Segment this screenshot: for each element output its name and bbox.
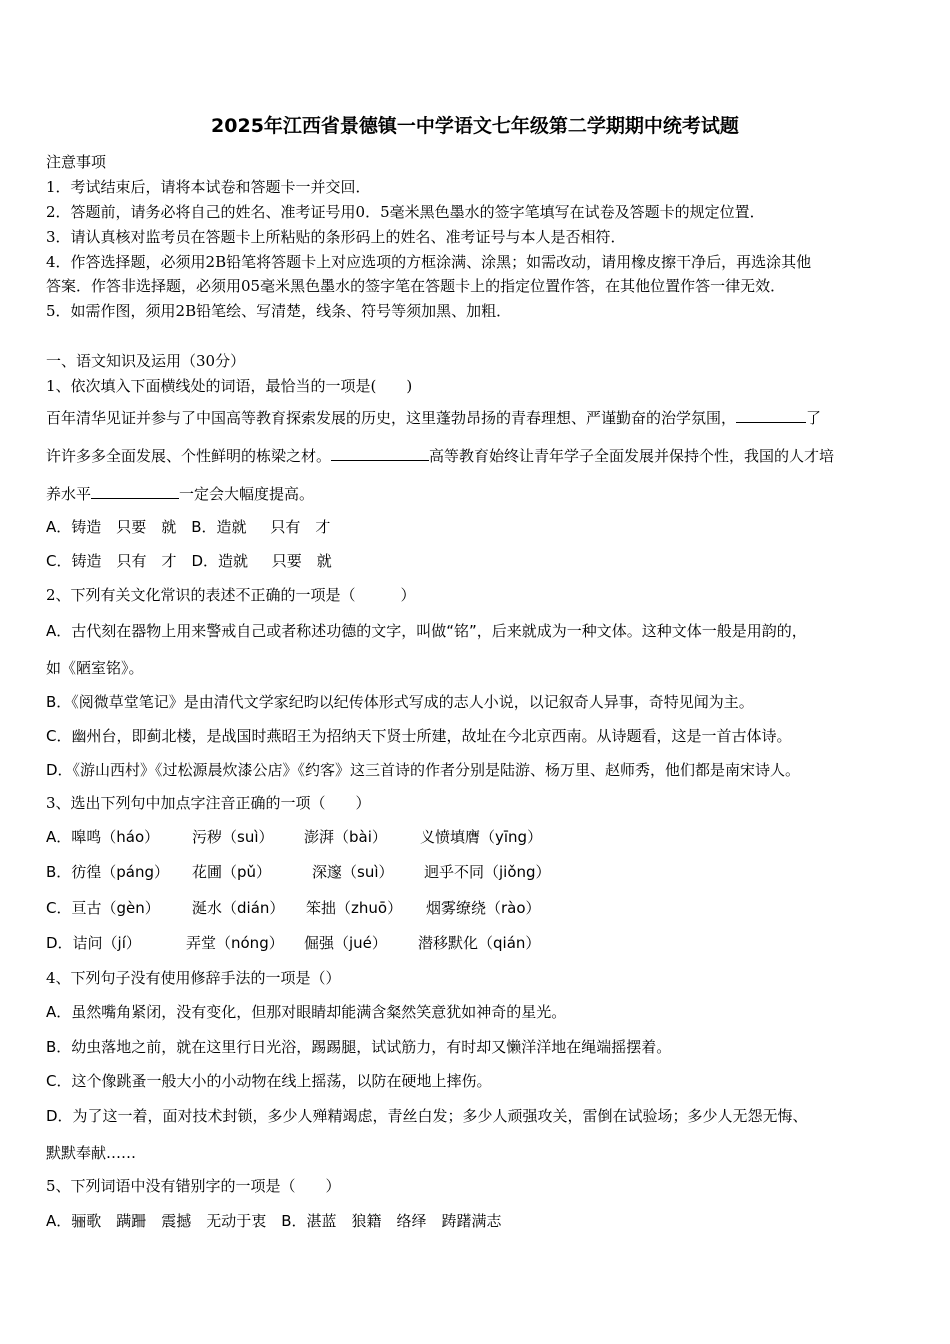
option-item: 弄堂（nóng） xyxy=(186,934,284,952)
notice-item: 5．如需作图，须用2B铅笔绘、写清楚，线条、符号等须加黑、加粗． xyxy=(46,302,512,320)
passage-text: 百年清华见证并参与了中国高等教育探索发展的历史，这里蓬勃昂扬的青春理想、严谨勤奋的治学氛围， xyxy=(46,409,737,427)
option-b: B．《阅微草堂笔记》是由清代文学家纪昀以纪传体形式写成的志人小说，以记叙奇人异事，奇特见闻为主。 xyxy=(46,693,754,711)
question-passage-line xyxy=(46,408,821,428)
option-item: C．亘古（gèn） xyxy=(46,899,160,917)
answer-blank xyxy=(331,446,429,461)
notice-item: 1．考试结束后，请将本试卷和答题卡一并交回． xyxy=(46,178,371,196)
option-line: C．铸造 只有 才 D．造就 只要 就 xyxy=(46,552,332,570)
question-stem-5: 5、下列词语中没有错别字的一项是（ ） xyxy=(46,1177,341,1195)
section-heading: 一、语文知识及运用（30分） xyxy=(46,352,246,370)
answer-blank xyxy=(736,408,806,423)
option-a: A．古代刻在器物上用来警戒自己或者称述功德的文字，叫做“铭”，后来就成为一种文体。这种文体一般是用韵的， xyxy=(46,622,807,640)
notice-item: 答案．作答非选择题，必须用05毫米黑色墨水的签字笔在答题卡上的指定位置作答，在其他位置作答一律无效． xyxy=(46,277,786,295)
notice-item: 2．答题前，请务必将自己的姓名、准考证号用0．5毫米黑色墨水的签字笔填写在试卷及答题卡的规定位置． xyxy=(46,203,765,221)
question-stem-1: 1、依次填入下面横线处的词语，最恰当的一项是( ) xyxy=(46,377,413,395)
option-item: 倔强（jué） xyxy=(304,934,387,952)
notice-item: 3．请认真核对监考员在答题卡上所粘贴的条形码上的姓名、准考证号与本人是否相符． xyxy=(46,228,626,246)
notice-heading: 注意事项 xyxy=(46,153,107,171)
option-item: D．诘问（jí） xyxy=(46,934,141,952)
option-item: 迥乎不同（jiǒng） xyxy=(424,863,551,881)
question-stem-4: 4、下列句子没有使用修辞手法的一项是（） xyxy=(46,969,341,987)
option-c: C．幽州台，即蓟北楼，是战国时燕昭王为招纳天下贤士所建，故址在今北京西南。从诗题看，这是一首古体诗。 xyxy=(46,727,792,745)
option-item: 烟雾缭绕（rào） xyxy=(426,899,541,917)
notice-item: 4．作答选择题，必须用2B铅笔将答题卡上对应选项的方框涂满、涂黑；如需改动，请用橡皮擦干净后，再选涂其他 xyxy=(46,253,812,271)
option-item: 潜移默化（qián） xyxy=(418,934,541,952)
option-a: A．虽然嘴角紧闭，没有变化，但那对眼睛却能满含粲然笑意犹如神奇的星光。 xyxy=(46,1003,567,1021)
option-item: 深邃（suì） xyxy=(312,863,394,881)
passage-text: 了 xyxy=(806,409,822,427)
option-line: A．铸造 只要 就 B．造就 只有 才 xyxy=(46,518,331,536)
option-b: B．幼虫落地之前，就在这里行日光浴，踢踢腿，试试筋力，有时却又懒洋洋地在绳端摇摆着。 xyxy=(46,1038,672,1056)
passage-text: 高等教育始终让青年学子全面发展并保持个性，我国的人才培 xyxy=(429,447,835,465)
question-passage-line xyxy=(46,446,834,466)
passage-text: 许许多多全面发展、个性鲜明的栋梁之材。 xyxy=(46,447,332,465)
option-d: D．为了这一着，面对技术封锁，多少人殚精竭虑，青丝白发；多少人顽强攻关，雷倒在试验场；多少人无怨无悔、 xyxy=(46,1107,808,1125)
question-stem-3: 3、选出下列句中加点字注音正确的一项（ ） xyxy=(46,794,371,812)
option-c: C．这个像跳蚤一般大小的小动物在线上摇荡，以防在硬地上摔伤。 xyxy=(46,1072,492,1090)
question-stem-2: 2、下列有关文化常识的表述不正确的一项是（ ） xyxy=(46,586,416,604)
option-item: 澎湃（bài） xyxy=(304,828,387,846)
question-passage-line xyxy=(46,484,314,504)
option-item: 笨拙（zhuō） xyxy=(306,899,403,917)
option-item: 花圃（pǔ） xyxy=(192,863,272,881)
answer-blank xyxy=(91,484,179,499)
option-item: A．嗥鸣（háo） xyxy=(46,828,160,846)
option-item: 义愤填膺（yīng） xyxy=(420,828,543,846)
page-title: 2025年江西省景德镇一中学语文七年级第二学期期中统考试题 xyxy=(211,115,739,137)
option-d: D．《游山西村》《过松源晨炊漆公店》《约客》这三首诗的作者分别是陆游、杨万里、赵师秀，他们都是南宋诗人。 xyxy=(46,761,801,779)
passage-text: 养水平 xyxy=(46,485,92,503)
option-d-cont: 默默奉献…… xyxy=(46,1144,137,1162)
passage-text: 一定会大幅度提高。 xyxy=(179,485,315,503)
option-a-cont: 如《陋室铭》。 xyxy=(46,659,144,677)
option-item: 涎水（dián） xyxy=(192,899,285,917)
option-item: 污秽（suì） xyxy=(192,828,274,846)
option-line: A．骊歌 蹒跚 震撼 无动于衷 B．湛蓝 狼籍 络绎 踌躇满志 xyxy=(46,1212,502,1230)
option-item: B．彷徨（páng） xyxy=(46,863,170,881)
